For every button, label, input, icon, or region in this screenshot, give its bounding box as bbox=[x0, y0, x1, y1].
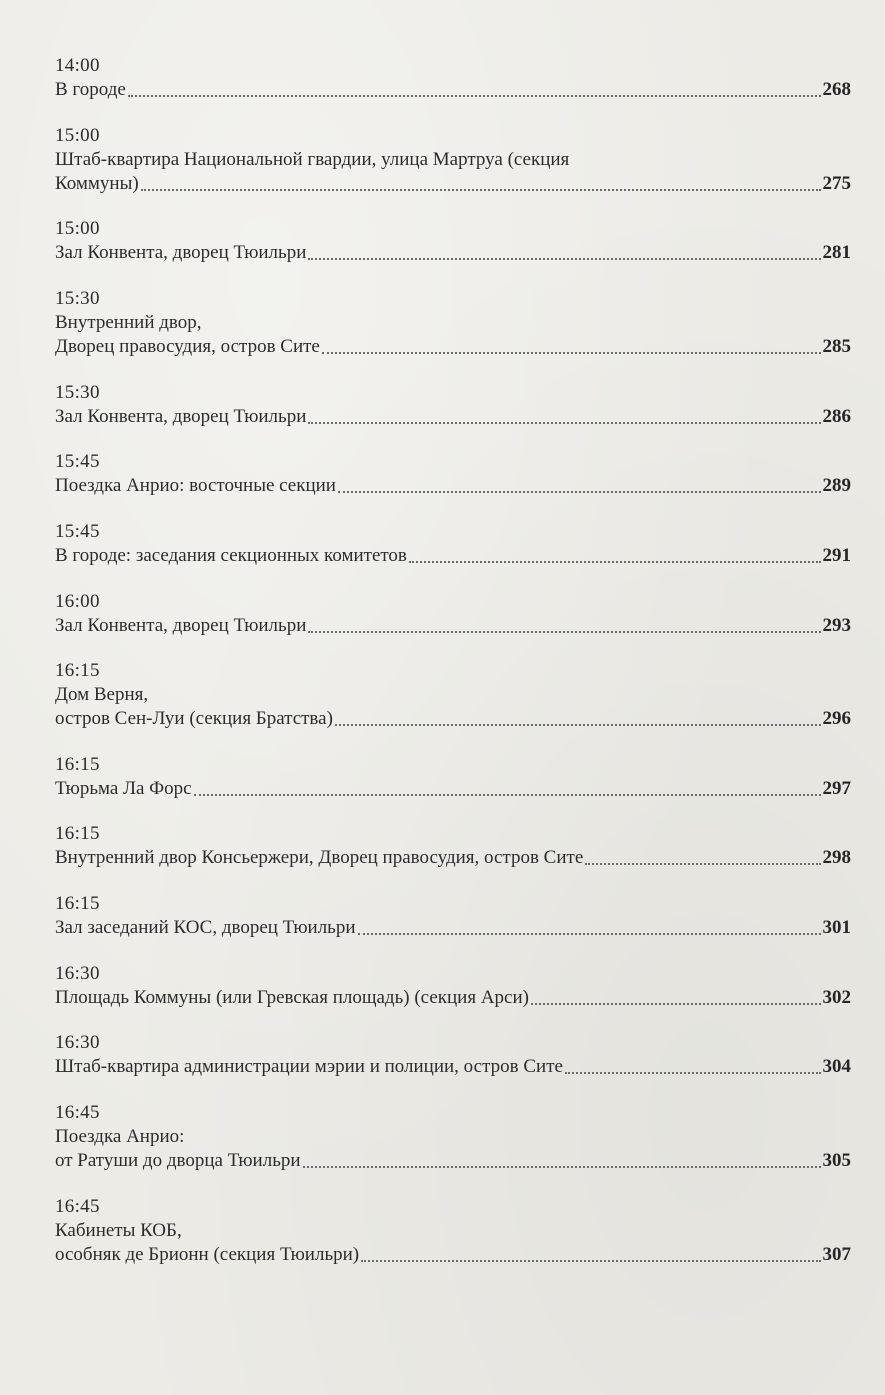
entry-time: 16:15 bbox=[55, 754, 100, 775]
toc-entry bbox=[55, 381, 851, 429]
page-number: 298 bbox=[822, 847, 851, 868]
dot-leader bbox=[335, 722, 821, 726]
entry-time: 15:45 bbox=[55, 451, 100, 472]
entry-title-row bbox=[55, 405, 851, 429]
entry-title-line: Внутренний двор Консьержери, Дворец правосудия, остров Сите bbox=[55, 847, 584, 868]
entry-title-line: Дом Верня, bbox=[55, 684, 149, 705]
page-number: 291 bbox=[822, 545, 851, 566]
entry-title-row bbox=[55, 707, 851, 731]
toc-entry bbox=[55, 1101, 851, 1173]
entry-time: 15:30 bbox=[55, 288, 100, 309]
page-number: 297 bbox=[822, 778, 851, 799]
toc-entry bbox=[55, 217, 851, 265]
toc-entry bbox=[55, 54, 851, 102]
toc-entry bbox=[55, 892, 851, 940]
entry-time: 15:00 bbox=[55, 125, 100, 146]
entry-title-row bbox=[55, 1055, 851, 1079]
toc-entry bbox=[55, 124, 851, 196]
entry-title-line: В городе: заседания секционных комитетов bbox=[55, 545, 407, 566]
entry-title-line: Зал Конвента, дворец Тюильри bbox=[55, 615, 307, 636]
toc-entry bbox=[55, 1195, 851, 1267]
entry-title-row bbox=[55, 777, 851, 801]
page-number: 293 bbox=[822, 615, 851, 636]
page-number: 304 bbox=[822, 1056, 851, 1077]
dot-leader bbox=[361, 1258, 820, 1262]
dot-leader bbox=[194, 792, 821, 796]
entry-title-line: Поездка Анрио: bbox=[55, 1126, 185, 1147]
entry-title-row bbox=[55, 474, 851, 498]
page-number: 275 bbox=[822, 173, 851, 194]
entry-time: 16:15 bbox=[55, 893, 100, 914]
page-number: 289 bbox=[822, 475, 851, 496]
entry-time: 14:00 bbox=[55, 55, 100, 76]
entry-title-line: Зал заседаний КОС, дворец Тюильри bbox=[55, 917, 356, 938]
entry-time: 16:15 bbox=[55, 660, 100, 681]
entry-title-row bbox=[55, 846, 851, 870]
entry-time: 16:30 bbox=[55, 1032, 100, 1053]
page-number: 302 bbox=[822, 987, 851, 1008]
entry-time: 16:00 bbox=[55, 591, 100, 612]
toc-entry bbox=[55, 659, 851, 731]
toc-entry bbox=[55, 287, 851, 359]
dot-leader bbox=[358, 931, 821, 935]
entry-title-row bbox=[55, 544, 851, 568]
entry-title-row bbox=[55, 986, 851, 1010]
entry-title-line: Кабинеты КОБ, bbox=[55, 1220, 182, 1241]
entry-title-row bbox=[55, 1243, 851, 1267]
entry-title-line: Тюрьма Ла Форс bbox=[55, 778, 192, 799]
entry-title-line: Внутренний двор, bbox=[55, 312, 202, 333]
entry-time: 16:15 bbox=[55, 823, 100, 844]
entry-time: 15:30 bbox=[55, 382, 100, 403]
entry-title-line: Дворец правосудия, остров Сите bbox=[55, 336, 320, 357]
entry-title-line: Зал Конвента, дворец Тюильри bbox=[55, 406, 307, 427]
dot-leader bbox=[308, 256, 820, 260]
dot-leader bbox=[303, 1164, 821, 1168]
entry-title-line: В городе bbox=[55, 79, 126, 100]
entry-title-row bbox=[55, 614, 851, 638]
entry-time: 16:45 bbox=[55, 1196, 100, 1217]
dot-leader bbox=[128, 93, 821, 97]
toc-entry bbox=[55, 962, 851, 1010]
entry-time: 16:30 bbox=[55, 963, 100, 984]
dot-leader bbox=[338, 489, 821, 493]
page-number: 301 bbox=[822, 917, 851, 938]
page-number: 268 bbox=[822, 79, 851, 100]
dot-leader bbox=[308, 420, 820, 424]
entry-title-row bbox=[55, 241, 851, 265]
dot-leader bbox=[308, 629, 820, 633]
entry-title-row bbox=[55, 1149, 851, 1173]
table-of-contents bbox=[55, 54, 851, 1267]
dot-leader bbox=[565, 1070, 821, 1074]
entry-title-row bbox=[55, 916, 851, 940]
dot-leader bbox=[531, 1001, 821, 1005]
toc-entry bbox=[55, 450, 851, 498]
page-number: 281 bbox=[822, 242, 851, 263]
entry-title-row bbox=[55, 335, 851, 359]
toc-entry bbox=[55, 1031, 851, 1079]
entry-title-line: Штаб-квартира Национальной гвардии, улица Мартруа (секция bbox=[55, 149, 570, 170]
entry-time: 15:45 bbox=[55, 521, 100, 542]
page-number: 286 bbox=[822, 406, 851, 427]
page-number: 305 bbox=[822, 1150, 851, 1171]
entry-title-row bbox=[55, 172, 851, 196]
entry-title-line: от Ратуши до дворца Тюильри bbox=[55, 1150, 301, 1171]
toc-entry bbox=[55, 753, 851, 801]
page-number: 307 bbox=[822, 1244, 851, 1265]
toc-entry bbox=[55, 590, 851, 638]
entry-title-line: Зал Конвента, дворец Тюильри bbox=[55, 242, 307, 263]
entry-time: 16:45 bbox=[55, 1102, 100, 1123]
entry-time: 15:00 bbox=[55, 218, 100, 239]
dot-leader bbox=[585, 861, 820, 865]
entry-title-line: особняк де Брионн (секция Тюильри) bbox=[55, 1244, 360, 1265]
entry-title-line: остров Сен-Луи (секция Братства) bbox=[55, 708, 333, 729]
dot-leader bbox=[322, 350, 821, 354]
entry-title-line: Штаб-квартира администрации мэрии и полиции, остров Сите bbox=[55, 1056, 563, 1077]
page-number: 285 bbox=[822, 336, 851, 357]
entry-title-line: Коммуны) bbox=[55, 173, 139, 194]
dot-leader bbox=[409, 559, 821, 563]
entry-title-line: Площадь Коммуны (или Гревская площадь) (секция Арси) bbox=[55, 987, 529, 1008]
toc-entry bbox=[55, 822, 851, 870]
dot-leader bbox=[141, 187, 821, 191]
toc-entry bbox=[55, 520, 851, 568]
entry-title-line: Поездка Анрио: восточные секции bbox=[55, 475, 336, 496]
entry-title-row bbox=[55, 78, 851, 102]
page-number: 296 bbox=[822, 708, 851, 729]
